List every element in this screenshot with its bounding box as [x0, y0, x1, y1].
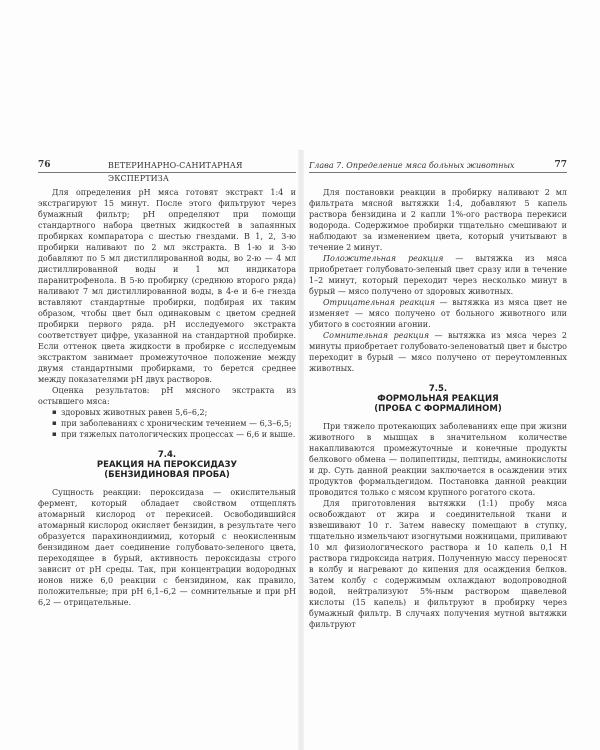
right-running-head: Глава 7. Определение мяса больных животных	[309, 161, 515, 170]
section-title-line-2: (БЕНЗИДИНОВАЯ ПРОБА)	[104, 470, 230, 480]
right-page-content	[309, 173, 567, 630]
doubtful-reaction-label: Сомнительная реакция	[323, 331, 430, 340]
left-page	[38, 159, 296, 739]
ph-results-list	[38, 407, 296, 440]
book-gutter	[298, 150, 304, 750]
doubtful-reaction-paragraph	[309, 330, 567, 374]
left-paragraph-3: Сущность реакции: пероксидаза — окислительный фермент, который обладает свойством отщеплять атомарный кислород от перекисей. Освободившийся атомарный кислород окисляет бензидин, в результате чего образуется парахинондиимид, который с неокисленным бензидином дает соединение голубовато-зеленого цвета, переходящее в бурый, активность пероксидазы строго зависит от pH среды. Так, при концентрации водородных ионов ниже 6,0 реакции с бензидином, как правило, положительные; при pH 6,1–6,2 — сомнительные и при pH 6,2 — отрицательные.	[38, 488, 296, 607]
left-page-number: 76	[38, 160, 51, 170]
left-running-head: ВЕТЕРИНАРНО-САНИТАРНАЯ ЭКСПЕРТИЗА	[108, 161, 243, 183]
positive-reaction-label: Положительная реакция	[323, 254, 444, 263]
section-title-line-2: (ПРОБА С ФОРМАЛИНОМ)	[374, 404, 502, 414]
positive-reaction-text: — вытяжка из мяса приобретает голубовато-зеленый цвет сразу или в течение 1–2 минут, который переходит через несколько минут в бурый — мясо получено от здоровых животных.	[309, 254, 567, 296]
right-paragraph-3: Для приготовления вытяжки (1:1) пробу мяса освобождают от жира и соединительной ткани и взвешивают 10 г. Затем навеску помещают в ступку, тщательно измельчают изогнутыми ножницами, приливают 10 мл физиологического раствора и 10 капель 0,1 Н раствора гидроксида натрия. Полученную массу переносят в колбу и нагревают до кипения для осаждения белков. Затем колбу с содержимым охлаждают водопроводной водой, нейтрализуют 5%-ным раствором щавелевой кислоты (15 капель) и фильтруют в пробирку через бумажный фильтр. В случаях получения мутной вытяжки фильтруют	[309, 499, 567, 629]
left-paragraph-2: Оценка результатов: pH мясного экстракта из остывшего мяса:	[38, 386, 296, 406]
section-number: 7.4.	[157, 450, 177, 460]
left-page-content	[38, 173, 296, 608]
left-paragraph-1: Для определения pH мяса готовят экстракт 1:4 и экстрагируют 15 минут. После этого фильтруют через бумажный фильтр; pH определяют при помощи стандартного набора цветных жидкостей в запаянных пробирках компаратора с шестью гнездами. В 1, 2, 3-ю пробирки наливают по 2 мл экстракта. В 1-ю и 3-ю добавляют по 5 мл дистиллированной воды, во 2-ю — 4 мл дистиллированной воды и 1 мл индикатора паранитрофенола. В 5-ю пробирку (среднюю второго ряда) наливают 7 мл дистиллированной воды, в 4-е и 6-е гнезда вставляют стандартные пробирки, подбирая их таким образом, чтобы цвет был одинаковым с цветом средней пробирки первого ряда. pH исследуемого экстракта соответствует цифре, указанной на стандартной пробирке. Если оттенок цвета жидкости в пробирке с исследуемым экстрактом занимает промежуточное положение между двумя стандартными пробирками, то берется среднее между показателями pH двух растворов.	[38, 188, 296, 384]
section-heading-7-4	[38, 450, 296, 480]
positive-reaction-paragraph	[309, 253, 567, 297]
section-heading-7-5	[309, 384, 567, 414]
section-title-line-1: ФОРМОЛЬНАЯ РЕАКЦИЯ	[377, 394, 499, 404]
section-title-line-1: РЕАКЦИЯ НА ПЕРОКСИДАЗУ	[96, 460, 238, 470]
doubtful-reaction-text: — вытяжка из мяса через 2 минуты приобретает голубовато-зеленоватый цвет и быстро переходит в бурый — мясо получено от переутомленных животных.	[309, 331, 567, 373]
negative-reaction-paragraph	[309, 297, 567, 330]
list-item: ▪ при заболеваниях с хроническим течением — 6,3–6,5;	[52, 418, 296, 429]
right-paragraph-2: При тяжело протекающих заболеваниях еще при жизни животного в мышцах в значительном количестве накапливаются промежуточные и конечные продукты белкового обмена — полипептиды, пептиды, аминокислоты и др. Суть данной реакции заключается в осаждении этих продуктов формальдегидом. Постановка данной реакции проводится только с мясом крупного рогатого скота.	[309, 422, 567, 497]
left-page-header	[38, 159, 296, 183]
right-page-header	[309, 159, 567, 173]
section-number: 7.5.	[428, 384, 448, 394]
negative-reaction-label: Отрицательная реакция	[323, 298, 435, 307]
list-item: ▪ при тяжелых патологических процессах — 6,6 и выше.	[52, 429, 296, 440]
negative-reaction-text: — вытяжка из мяса цвет не изменяет — мясо получено от больного животного или убитого в состоянии агонии.	[309, 298, 567, 329]
right-paragraph-1: Для постановки реакции в пробирку наливают 2 мл фильтрата мясной вытяжки 1:4, добавляют 5 капель раствора бензидина и 2 капли 1%-ого раствора перекиси водорода. Содержимое пробирки тщательно смешивают и наблюдают за изменением цвета, который учитывают в течение 2 минут.	[309, 188, 567, 252]
right-page	[309, 159, 567, 739]
list-item: ▪ здоровых животных равен 5,6–6,2;	[52, 407, 296, 418]
right-page-number: 77	[554, 160, 567, 170]
